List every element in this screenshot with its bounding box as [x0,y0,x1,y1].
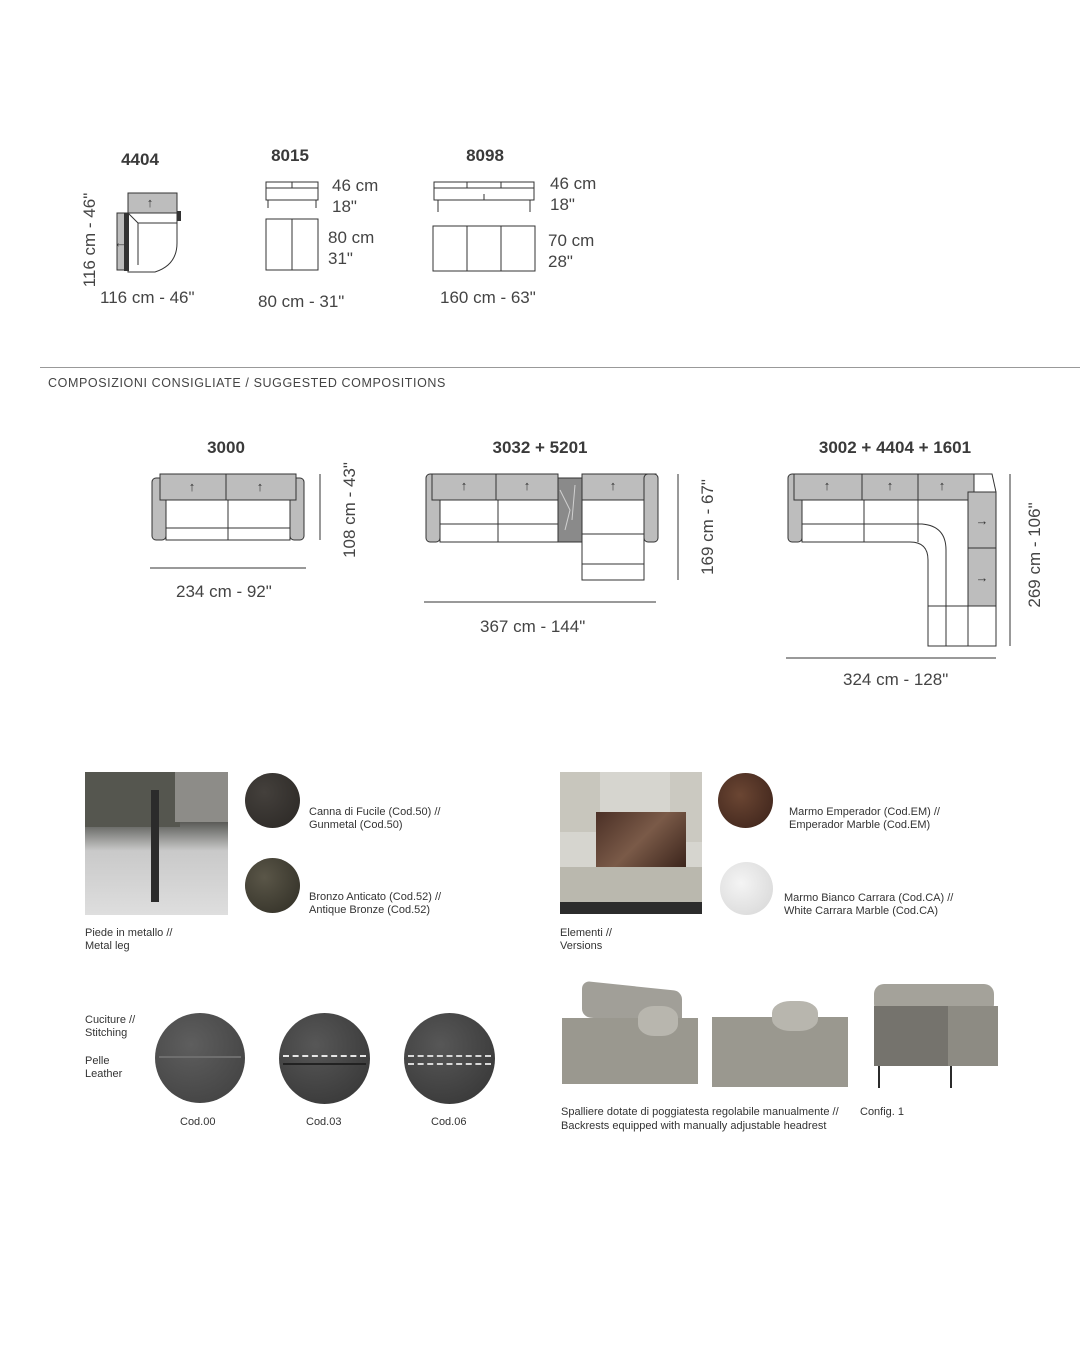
section-divider [40,367,1080,368]
elements-caption-en: Versions [560,940,603,952]
composition-3032-5201-drawing [420,470,680,610]
module-8015-drawing [262,178,322,278]
arrow-right-icon: → [975,570,989,585]
headrest-photo-2 [712,997,848,1094]
arrow-up-icon: ↑ [886,478,894,493]
module-8098-depth-in: 28" [548,252,573,271]
module-8098-depth-cm: 70 cm [548,231,595,250]
leather-label-en: Leather [85,1068,123,1080]
composition-3002-4404-1601-drawing [782,470,1022,670]
gunmetal-label-it: Canna di Fucile (Cod.50) // [309,806,441,818]
composition-code-3002-4404-1601: 3002 + 4404 + 1601 [818,438,972,457]
gunmetal-swatch [245,773,300,828]
arrow-up-icon: ↑ [609,478,617,493]
config-photo [858,980,998,1095]
composition-3000-depth: 108 cm - 43" [340,462,359,558]
antique-bronze-label-it: Bronzo Anticato (Cod.52) // [309,891,442,903]
section-title: COMPOSIZIONI CONSIGLIATE / SUGGESTED COMPOSITIONS [48,376,446,390]
module-code-4404: 4404 [121,150,159,169]
stitch-cod06-swatch [404,1013,495,1104]
module-8015-width: 80 cm - 31" [258,292,345,311]
module-4404-drawing [100,185,200,285]
module-8098-drawing [430,176,540,276]
module-8098-height-in: 18" [550,195,575,214]
arrow-right-icon: → [975,513,989,528]
elements-caption-it: Elementi // [560,927,612,939]
stitch-cod06-label: Cod.06 [431,1116,467,1128]
carrara-label-it: Marmo Bianco Carrara (Cod.CA) // [784,892,954,904]
module-8015-height-in: 18" [332,197,357,216]
carrara-label-en: White Carrara Marble (Cod.CA) [784,905,939,917]
module-8015-depth-cm: 80 cm [328,228,375,247]
composition-3002-4404-1601-width: 324 cm - 128" [843,670,949,689]
module-4404-width: 116 cm - 46" [100,288,195,307]
headrest-caption-en: Backrests equipped with manually adjustable headrest [561,1120,827,1132]
metal-leg-caption-en: Metal leg [85,940,130,952]
stitching-label-en: Stitching [85,1027,128,1039]
stitch-cod00-label: Cod.00 [180,1116,216,1128]
arrow-up-icon: ↑ [823,478,831,493]
arrow-up-icon: ↑ [188,479,196,494]
stitch-cod03-swatch [279,1013,370,1104]
composition-code-3032-5201: 3032 + 5201 [492,438,588,457]
headrest-caption-it: Spalliere dotate di poggiatesta regolabile manualmente // [561,1106,839,1118]
arrow-up-icon: ↑ [460,478,468,493]
metal-leg-caption-it: Piede in metallo // [85,927,173,939]
composition-3032-5201-width: 367 cm - 144" [480,617,586,636]
arrow-up-icon: ↑ [938,478,946,493]
module-8098-height-cm: 46 cm [550,174,597,193]
module-code-8098: 8098 [466,146,504,165]
stitch-cod00-swatch [155,1013,245,1103]
antique-bronze-label-en: Antique Bronze (Cod.52) [309,904,431,916]
leather-label-it: Pelle [85,1055,110,1067]
emperador-label-it: Marmo Emperador (Cod.EM) // [789,806,940,818]
elements-photo [560,772,702,914]
arrow-up-icon: ↑ [146,195,154,210]
emperador-marble-swatch [718,773,773,828]
metal-leg-photo [85,772,228,915]
stitching-label-it: Cuciture // [85,1014,136,1026]
gunmetal-label-en: Gunmetal (Cod.50) [309,819,403,831]
module-4404-depth: 116 cm - 46" [80,192,99,288]
antique-bronze-swatch [245,858,300,913]
emperador-label-en: Emperador Marble (Cod.EM) [789,819,931,831]
config-label: Config. 1 [860,1106,905,1118]
composition-3002-4404-1601-depth: 269 cm - 106" [1025,502,1044,608]
stitch-cod03-label: Cod.03 [306,1116,342,1128]
module-8098-width: 160 cm - 63" [440,288,536,307]
carrara-marble-swatch [720,862,773,915]
module-code-8015: 8015 [271,146,309,165]
headrest-photo-1 [562,982,698,1094]
composition-3032-5201-depth: 169 cm - 67" [698,479,717,575]
module-8015-depth-in: 31" [328,249,353,268]
composition-3000-drawing [148,470,308,570]
arrow-up-icon: ↑ [256,479,264,494]
composition-3000-width: 234 cm - 92" [176,582,272,601]
module-8015-height-cm: 46 cm [332,176,379,195]
arrow-up-icon: ↑ [523,478,531,493]
composition-code-3000: 3000 [207,438,245,457]
arrow-left-icon: ← [114,235,127,250]
